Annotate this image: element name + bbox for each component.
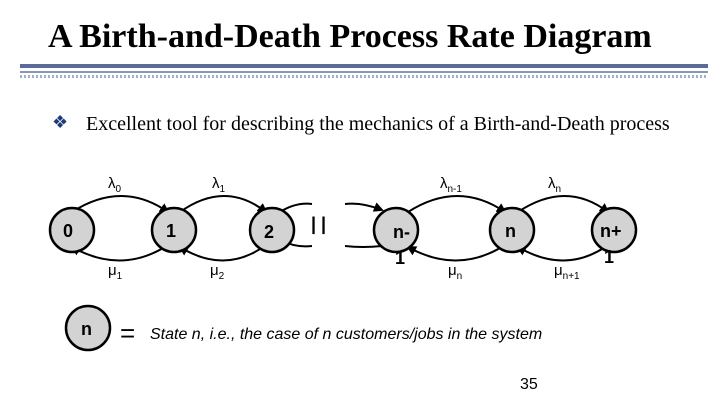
death-arc-2 <box>180 245 266 261</box>
death-rate-label-2: $\mu_2$ <box>210 262 225 282</box>
state-n+1-label: n+ 1 <box>600 221 622 267</box>
death-arc-n+1 <box>518 245 608 261</box>
death-stub-n <box>345 246 382 247</box>
state-1 <box>152 208 196 252</box>
bullet-text: Excellent tool for describing the mechanics of a Birth-and-Death process <box>86 113 670 135</box>
death-arc-n <box>408 245 505 261</box>
birth-stub-n-1 <box>345 204 382 210</box>
slide-title: A Birth-and-Death Process Rate Diagram <box>48 18 652 55</box>
state-n-1 <box>374 208 418 268</box>
state-n <box>490 208 534 252</box>
state-0-label: 0 <box>63 221 74 241</box>
birth-arc-0 <box>72 196 168 212</box>
death-rate-label-n: $\mu_n$ <box>448 262 463 282</box>
death-rate-label-1: $\mu_1$ <box>108 262 123 282</box>
state-2-label: 2 <box>264 222 275 242</box>
state-2 <box>250 208 294 252</box>
state-1-label: 1 <box>166 221 177 241</box>
birth-rate-label-n: $\lambda_n$ <box>548 175 562 195</box>
birth-arc-1 <box>180 196 266 212</box>
page-number: 35 <box>520 376 538 393</box>
legend-state-label: n <box>81 319 92 339</box>
legend-state-circle <box>66 306 110 350</box>
legend-description: State n, i.e., the case of n customers/jobs in the system <box>150 326 543 343</box>
birth-rate-label-1: $\lambda_1$ <box>212 175 226 195</box>
death-rate-label-n+1: $\mu_{n+1}$ <box>554 262 580 282</box>
state-0 <box>50 208 94 252</box>
birth-rate-label-0: $\lambda_0$ <box>108 175 122 195</box>
state-n-1-label: n- 1 <box>392 222 410 268</box>
state-n+1 <box>592 208 636 267</box>
legend-equals: = <box>120 318 136 348</box>
birth-arc-n-1 <box>408 196 505 212</box>
birth-arc-n <box>518 196 608 212</box>
diamond-bullet-icon: ❖ <box>52 112 69 132</box>
birth-rate-label-n-1: $\lambda_{n-1}$ <box>440 175 462 195</box>
ellipsis-marker: | | <box>311 214 327 234</box>
state-n-label: n <box>505 221 516 241</box>
